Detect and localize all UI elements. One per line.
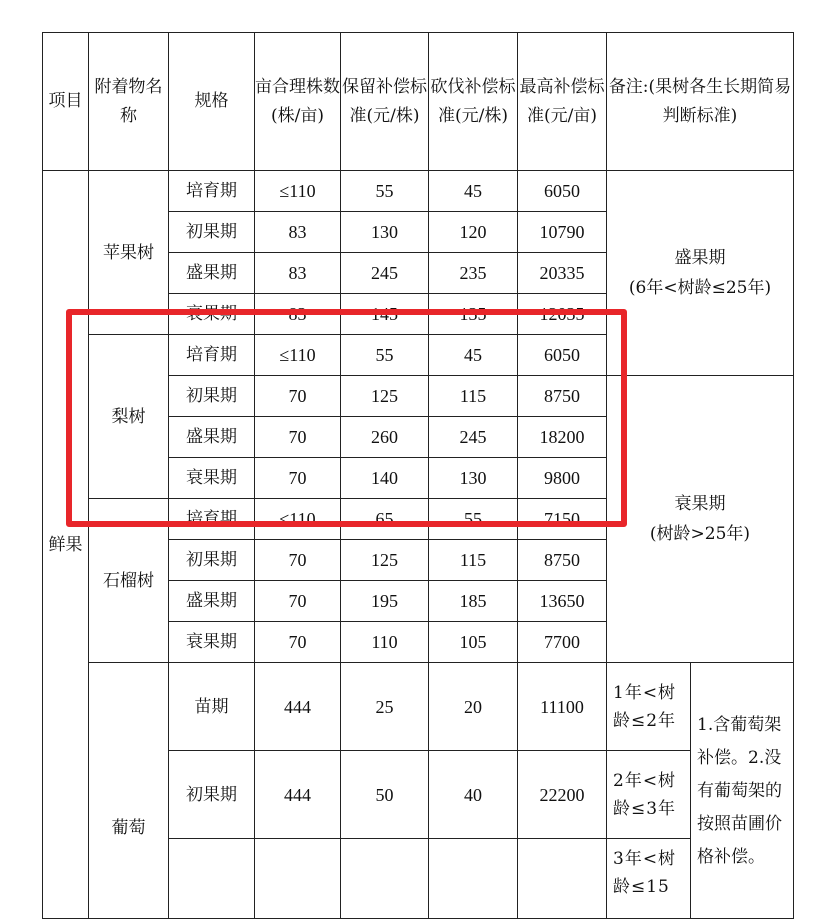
header-spec: 规格 [169,33,255,171]
remark-decline-title: 衰果期 [674,494,726,514]
header-max: 最高补偿标准(元/亩) [518,33,607,171]
density-cell: 70 [255,417,341,458]
spec-cell: 衰果期 [169,458,255,499]
plant-name: 葡萄 [89,663,169,919]
retain-cell: 130 [341,212,429,253]
cut-cell: 105 [429,622,518,663]
remark-decline-range: (树龄>25年) [649,524,751,544]
header-retain: 保留补偿标准(元/株) [341,33,429,171]
grape-age-cell: 3年<树龄≤15 [607,839,691,919]
spec-cell: 盛果期 [169,253,255,294]
retain-cell: 65 [341,499,429,540]
density-cell: 70 [255,458,341,499]
header-item: 项目 [43,33,89,171]
grape-age-cell: 1年<树龄≤2年 [607,663,691,751]
cut-cell: 245 [429,417,518,458]
header-cut: 砍伐补偿标准(元/株) [429,33,518,171]
cut-cell: 55 [429,499,518,540]
cut-cell: 185 [429,581,518,622]
retain-cell: 55 [341,335,429,376]
cut-cell: 20 [429,663,518,751]
cut-cell: 135 [429,294,518,335]
density-cell [255,839,341,919]
spec-cell: 盛果期 [169,417,255,458]
max-cell: 7700 [518,622,607,663]
remark-prime-title: 盛果期 [674,248,726,268]
spec-cell [169,839,255,919]
spec-cell: 培育期 [169,499,255,540]
table-row [43,171,794,212]
max-cell: 7150 [518,499,607,540]
retain-cell [341,839,429,919]
retain-cell: 125 [341,540,429,581]
max-cell: 18200 [518,417,607,458]
max-cell: 6050 [518,335,607,376]
density-cell: 444 [255,751,341,839]
category-cell: 鲜果 [43,171,89,919]
spec-cell: 苗期 [169,663,255,751]
header-remarks: 备注:(果树各生长期简易判断标准) [607,33,794,171]
density-cell: 70 [255,376,341,417]
density-cell: ≤110 [255,171,341,212]
retain-cell: 50 [341,751,429,839]
density-cell: ≤110 [255,335,341,376]
max-cell: 10790 [518,212,607,253]
header-density: 亩合理株数(株/亩) [255,33,341,171]
cut-cell: 235 [429,253,518,294]
table-row [43,663,794,751]
max-cell: 6050 [518,171,607,212]
max-cell [518,839,607,919]
compensation-table [42,32,794,919]
grape-note: 1.含葡萄架补偿。2.没有葡萄架的按照苗圃价格补偿。 [691,663,794,919]
max-cell: 8750 [518,540,607,581]
retain-cell: 25 [341,663,429,751]
spec-cell: 培育期 [169,335,255,376]
plant-name: 梨树 [89,335,169,499]
retain-cell: 110 [341,622,429,663]
cut-cell: 45 [429,171,518,212]
header-name: 附着物名称 [89,33,169,171]
density-cell: 83 [255,294,341,335]
header-row [43,33,794,171]
density-cell: 83 [255,253,341,294]
max-cell: 12035 [518,294,607,335]
max-cell: 22200 [518,751,607,839]
plant-name: 苹果树 [89,171,169,335]
max-cell: 11100 [518,663,607,751]
spec-cell: 初果期 [169,540,255,581]
cut-cell [429,839,518,919]
spec-cell: 盛果期 [169,581,255,622]
spec-cell: 衰果期 [169,294,255,335]
remark-prime-range: (6年<树龄≤25年) [628,278,772,298]
remark-decline [607,376,794,663]
max-cell: 13650 [518,581,607,622]
retain-cell: 260 [341,417,429,458]
retain-cell: 145 [341,294,429,335]
max-cell: 8750 [518,376,607,417]
cut-cell: 115 [429,376,518,417]
density-cell: 83 [255,212,341,253]
spec-cell: 初果期 [169,751,255,839]
spec-cell: 衰果期 [169,622,255,663]
cut-cell: 130 [429,458,518,499]
retain-cell: 245 [341,253,429,294]
remark-prime [607,171,794,376]
density-cell: 444 [255,663,341,751]
cut-cell: 115 [429,540,518,581]
spec-cell: 培育期 [169,171,255,212]
max-cell: 9800 [518,458,607,499]
max-cell: 20335 [518,253,607,294]
grape-age-cell: 2年<树龄≤3年 [607,751,691,839]
density-cell: 70 [255,581,341,622]
cut-cell: 45 [429,335,518,376]
density-cell: 70 [255,622,341,663]
retain-cell: 195 [341,581,429,622]
density-cell: ≤110 [255,499,341,540]
retain-cell: 140 [341,458,429,499]
retain-cell: 55 [341,171,429,212]
plant-name: 石榴树 [89,499,169,663]
cut-cell: 40 [429,751,518,839]
cut-cell: 120 [429,212,518,253]
density-cell: 70 [255,540,341,581]
retain-cell: 125 [341,376,429,417]
spec-cell: 初果期 [169,212,255,253]
spec-cell: 初果期 [169,376,255,417]
